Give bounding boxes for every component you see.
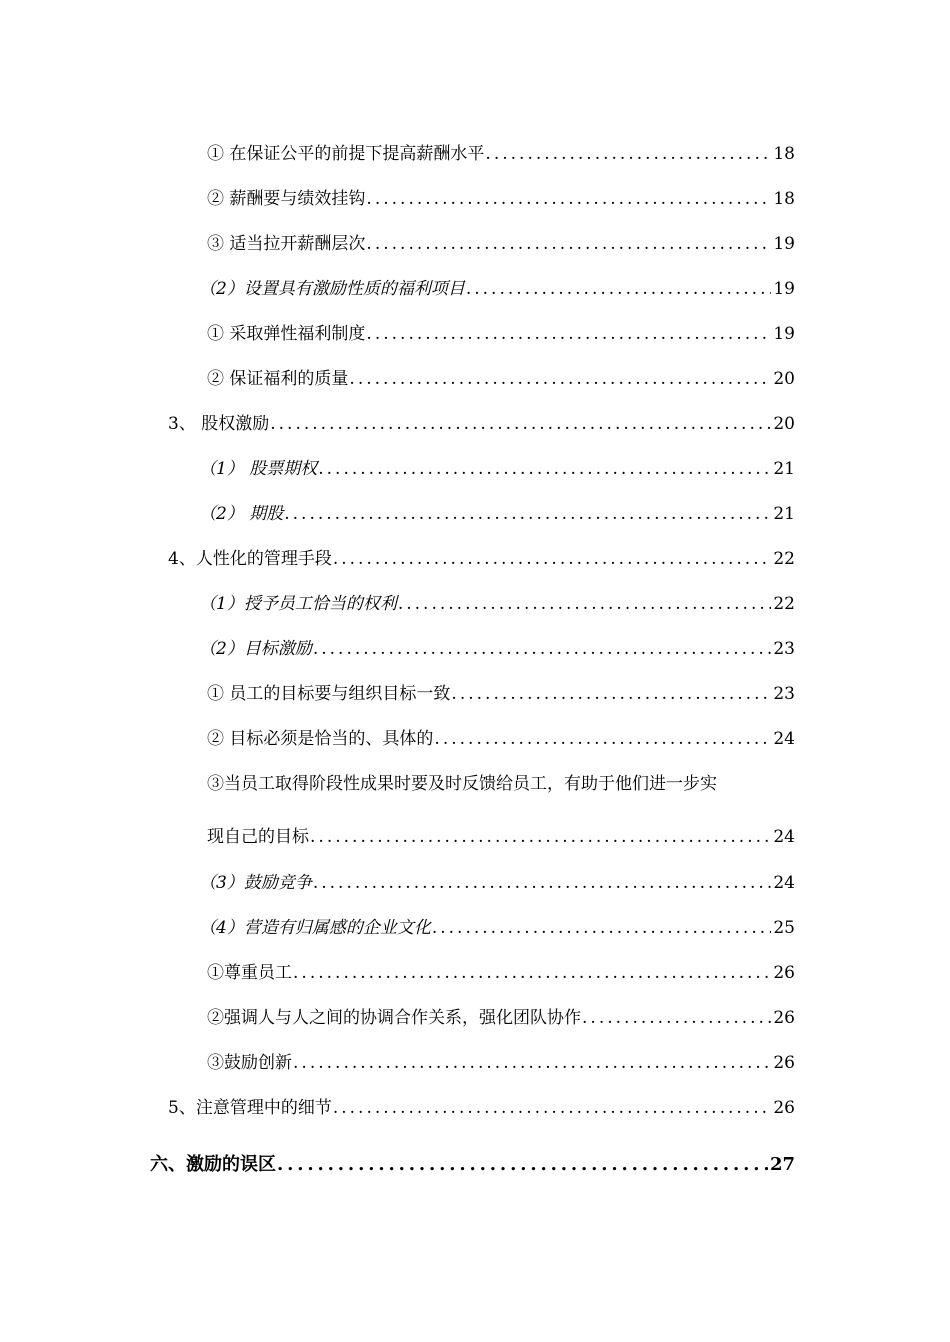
toc-entry[interactable]: [199, 638, 795, 660]
toc-page-number: 18: [773, 189, 795, 209]
toc-leader: [365, 323, 771, 345]
toc-entry[interactable]: [168, 1097, 795, 1119]
toc-leader: [433, 728, 771, 750]
toc-page-number: 19: [773, 324, 795, 344]
toc-leader: [312, 872, 772, 894]
toc-leader: [397, 593, 772, 615]
toc-entry-continuation[interactable]: [207, 826, 795, 848]
toc-entry-text: 4、人性化的管理手段: [168, 549, 332, 569]
toc-leader: [365, 188, 771, 210]
toc-entry-text: ③鼓励创新: [207, 1053, 292, 1073]
toc-leader: [292, 962, 771, 984]
toc-entry-text: 六、激励的误区: [150, 1154, 276, 1175]
toc-entry-text: （1） 股票期权: [199, 459, 318, 479]
toc-entry[interactable]: [199, 278, 795, 300]
toc-leader: [431, 917, 772, 939]
toc-entry-text: ② 目标必须是恰当的、具体的: [207, 729, 434, 749]
toc-page-number: 22: [773, 549, 795, 569]
toc-entry[interactable]: [199, 593, 795, 615]
toc-entry-text: 3、 股权激励: [168, 414, 270, 434]
toc-page-number: 26: [773, 1008, 795, 1028]
toc-leader: [309, 826, 771, 848]
toc-leader: [276, 1154, 768, 1176]
toc-entry[interactable]: [207, 323, 795, 345]
toc-leader: [348, 368, 771, 390]
toc-leader: [365, 233, 771, 255]
toc-entry[interactable]: [168, 413, 795, 435]
toc-entry-text: ① 员工的目标要与组织目标一致: [207, 684, 451, 704]
toc-leader: [450, 683, 771, 705]
toc-page-number: 23: [773, 684, 795, 704]
toc-page-number: 19: [773, 234, 795, 254]
toc-entry-text: （3）鼓励竞争: [199, 873, 312, 893]
toc-page-number: 21: [773, 459, 795, 479]
toc-page-number: 26: [773, 1053, 795, 1073]
toc-leader: [269, 413, 771, 435]
toc-entry-text: （4）营造有归属感的企业文化: [199, 918, 431, 938]
toc-entry[interactable]: [207, 728, 795, 750]
toc-entry[interactable]: [199, 872, 795, 894]
toc-entry[interactable]: [207, 368, 795, 390]
toc-entry[interactable]: [207, 962, 795, 984]
toc-entry[interactable]: [199, 503, 795, 525]
toc-page-number: 23: [773, 639, 795, 659]
toc-entry-text: 现自己的目标: [207, 827, 309, 847]
toc-entry-text: ① 在保证公平的前提下提高薪酬水平: [207, 144, 485, 164]
toc-page-number: 24: [773, 729, 795, 749]
toc-leader: [484, 143, 771, 165]
toc-page-number: 18: [773, 144, 795, 164]
toc-leader: [312, 638, 772, 660]
toc-entry[interactable]: [207, 1007, 795, 1029]
toc-entry[interactable]: [199, 917, 795, 939]
toc-entry-text: ③ 适当拉开薪酬层次: [207, 234, 366, 254]
toc-entry-text: ② 薪酬要与绩效挂钩: [207, 189, 366, 209]
toc-entry-text: ①尊重员工: [207, 963, 292, 983]
toc-entry-text: （2） 期股: [199, 504, 284, 524]
toc-page-number: 20: [773, 414, 795, 434]
toc-entry-first-line[interactable]: ③当员工取得阶段性成果时要及时反馈给员工，有助于他们进一步实: [207, 774, 717, 794]
toc-page-number: 22: [773, 594, 795, 614]
toc-entry-text: ②强调人与人之间的协调合作关系，强化团队协作: [207, 1008, 581, 1028]
toc-leader: [332, 1097, 772, 1119]
toc-entry-text: ② 保证福利的质量: [207, 369, 349, 389]
toc-entry-text: 5、注意管理中的细节: [168, 1098, 332, 1118]
toc-entry-text: （1）授予员工恰当的权利: [199, 594, 397, 614]
toc-leader: [292, 1052, 771, 1074]
toc-leader: [317, 458, 771, 480]
toc-leader: [465, 278, 772, 300]
toc-page-number: 26: [773, 1098, 795, 1118]
toc-page-number: 21: [773, 504, 795, 524]
toc-entry[interactable]: [207, 188, 795, 210]
toc-page-number: 20: [773, 369, 795, 389]
toc-entry-text: （2）设置具有激励性质的福利项目: [199, 279, 465, 299]
toc-entry-text: （2）目标激励: [199, 639, 312, 659]
toc-entry[interactable]: [207, 143, 795, 165]
toc-leader: [332, 548, 772, 570]
toc-page-number: 27: [769, 1154, 795, 1175]
toc-entry[interactable]: [207, 1052, 795, 1074]
toc-entry[interactable]: [207, 233, 795, 255]
toc-leader: [283, 503, 771, 525]
toc-entry-text: ① 采取弹性福利制度: [207, 324, 366, 344]
toc-page-number: 19: [773, 279, 795, 299]
toc-page-number: 25: [773, 918, 795, 938]
toc-entry[interactable]: [199, 458, 795, 480]
toc-entry[interactable]: [168, 548, 795, 570]
toc-chapter-entry[interactable]: [150, 1154, 795, 1176]
toc-page-number: 24: [773, 827, 795, 847]
toc-leader: [581, 1007, 771, 1029]
toc-entry[interactable]: [207, 683, 795, 705]
toc-page-number: 24: [773, 873, 795, 893]
toc-page-number: 26: [773, 963, 795, 983]
